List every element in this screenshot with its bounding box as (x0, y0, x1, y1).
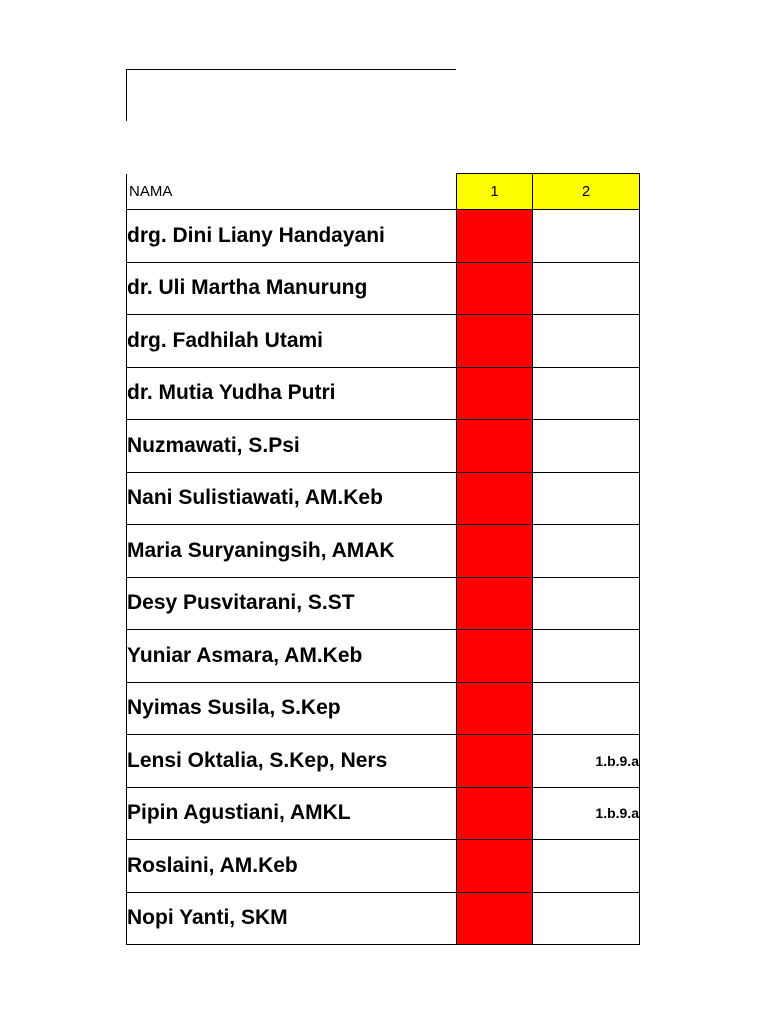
table-row (127, 525, 640, 578)
table-row (127, 472, 640, 525)
col1-cell[interactable] (457, 525, 533, 578)
col2-cell[interactable]: 1.b.9.a (533, 735, 640, 788)
table-row (127, 262, 640, 315)
col2-cell[interactable] (533, 315, 640, 368)
col1-cell[interactable] (457, 210, 533, 263)
table-row (127, 630, 640, 683)
col1-cell[interactable] (457, 682, 533, 735)
table-row (127, 367, 640, 420)
col1-cell[interactable] (457, 367, 533, 420)
table-row (127, 787, 640, 840)
col2-cell[interactable] (533, 892, 640, 945)
col2-cell[interactable] (533, 840, 640, 893)
table-row (127, 840, 640, 893)
name-cell[interactable]: drg. Dini Liany Handayani (127, 210, 457, 263)
name-cell[interactable]: Maria Suryaningsih, AMAK (127, 525, 457, 578)
name-cell[interactable]: Yuniar Asmara, AM.Keb (127, 630, 457, 683)
col1-cell[interactable] (457, 420, 533, 473)
header-name-cell[interactable]: NAMA (127, 174, 457, 210)
col2-cell[interactable] (533, 682, 640, 735)
col1-cell[interactable] (457, 315, 533, 368)
col1-cell[interactable] (457, 892, 533, 945)
col2-cell[interactable] (533, 262, 640, 315)
table-row (127, 420, 640, 473)
name-cell[interactable]: Nani Sulistiawati, AM.Keb (127, 472, 457, 525)
col2-cell[interactable] (533, 420, 640, 473)
col2-cell[interactable] (533, 630, 640, 683)
name-cell[interactable]: Nopi Yanti, SKM (127, 892, 457, 945)
top-box-border-left (126, 69, 127, 121)
name-cell[interactable]: dr. Uli Martha Manurung (127, 262, 457, 315)
staff-table (126, 173, 640, 945)
name-cell[interactable]: Roslaini, AM.Keb (127, 840, 457, 893)
name-cell[interactable]: dr. Mutia Yudha Putri (127, 367, 457, 420)
name-cell[interactable]: Lensi Oktalia, S.Kep, Ners (127, 735, 457, 788)
name-cell[interactable]: Nuzmawati, S.Psi (127, 420, 457, 473)
col1-cell[interactable] (457, 577, 533, 630)
name-cell[interactable]: Desy Pusvitarani, S.ST (127, 577, 457, 630)
col2-cell[interactable]: 1.b.9.a (533, 787, 640, 840)
table-row (127, 577, 640, 630)
name-cell[interactable]: drg. Fadhilah Utami (127, 315, 457, 368)
name-cell[interactable]: Pipin Agustiani, AMKL (127, 787, 457, 840)
col2-cell[interactable] (533, 577, 640, 630)
header-row (127, 174, 640, 210)
col1-cell[interactable] (457, 787, 533, 840)
name-cell[interactable]: Nyimas Susila, S.Kep (127, 682, 457, 735)
table-row (127, 682, 640, 735)
col1-cell[interactable] (457, 262, 533, 315)
col2-cell[interactable] (533, 210, 640, 263)
col2-cell[interactable] (533, 367, 640, 420)
table-row (127, 315, 640, 368)
col1-cell[interactable] (457, 735, 533, 788)
table-row (127, 892, 640, 945)
header-col1-cell[interactable]: 1 (457, 174, 533, 210)
col1-cell[interactable] (457, 840, 533, 893)
header-col2-cell[interactable]: 2 (533, 174, 640, 210)
table-row (127, 210, 640, 263)
table-row (127, 735, 640, 788)
col1-cell[interactable] (457, 630, 533, 683)
top-box-border-top (126, 69, 456, 70)
col2-cell[interactable] (533, 525, 640, 578)
col1-cell[interactable] (457, 472, 533, 525)
col2-cell[interactable] (533, 472, 640, 525)
